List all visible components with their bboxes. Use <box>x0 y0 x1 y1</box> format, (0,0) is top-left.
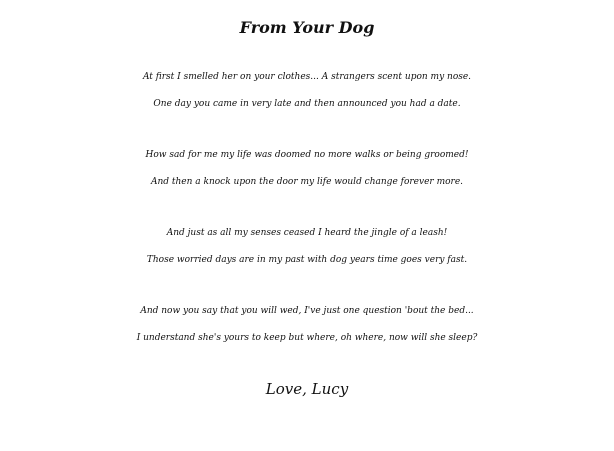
poem-line: I understand she's yours to keep but where, oh where, now will she sleep? <box>136 333 478 343</box>
poem-line: One day you came in very late and then announced you had a date. <box>153 99 461 109</box>
poem-line: And just as all my senses ceased I heard the jingle of a leash! <box>166 228 448 238</box>
stanza-2 <box>0 142 614 196</box>
poem-title: From Your Dog <box>239 18 375 37</box>
stanza-1 <box>0 64 614 118</box>
poem-line: At first I smelled her on your clothes... A strangers scent upon my nose. <box>142 72 472 82</box>
poem-signoff: Love, Lucy <box>265 380 349 398</box>
poem-line: And then a knock upon the door my life would change forever more. <box>150 177 464 187</box>
poem-line: And now you say that you will wed, I've just one question 'bout the bed... <box>140 306 474 316</box>
poem-line: Those worried days are in my past with dog years time goes very fast. <box>146 255 468 265</box>
poem-line: How sad for me my life was doomed no more walks or being groomed! <box>145 150 469 160</box>
stanza-3 <box>0 220 614 274</box>
stanza-4 <box>0 298 614 352</box>
